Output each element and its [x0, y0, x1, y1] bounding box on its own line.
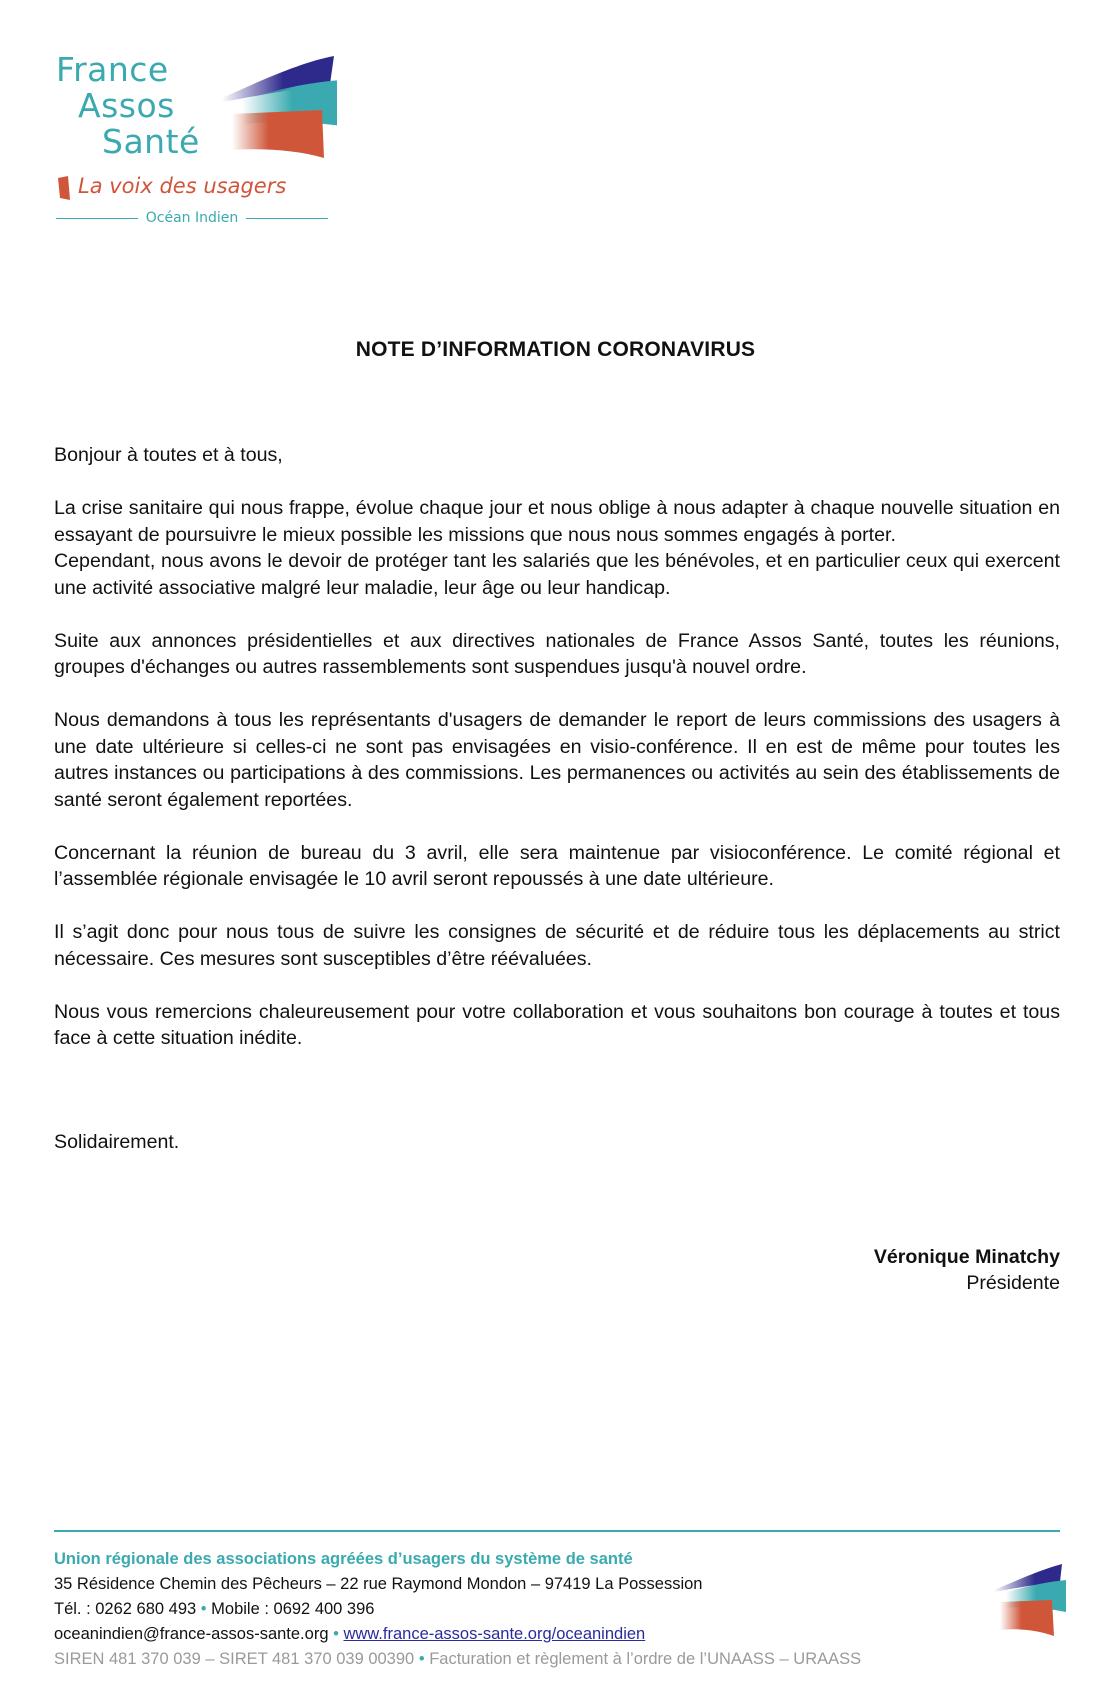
- footer-logo-mark-icon: [990, 1560, 1066, 1640]
- signature-block: [874, 1244, 1060, 1296]
- tagline-mark-icon: [58, 176, 70, 200]
- footer-website-link[interactable]: www.france-assos-sante.org/oceanindien: [343, 1625, 646, 1643]
- region-rule-left: [56, 218, 138, 219]
- logo-region: [56, 208, 328, 228]
- separator-dot: •: [333, 1625, 339, 1643]
- separator-dot: •: [418, 1650, 425, 1668]
- footer: [54, 1547, 861, 1672]
- greeting: Bonjour à toutes et à tous,: [54, 444, 283, 466]
- footer-contact: [54, 1597, 861, 1622]
- region-rule-right: [246, 218, 328, 219]
- brand-logo: [52, 50, 332, 230]
- paragraph-1: La crise sanitaire qui nous frappe, évolue chaque jour et nous oblige à nous adapter à chaque nouvelle situation en essayant de poursuivre le mieux possible les missions que nous nous sommes engagés à porter.: [54, 497, 1060, 546]
- footer-legal: [54, 1647, 861, 1672]
- logo-line-france: France: [56, 50, 169, 89]
- separator-dot: •: [200, 1600, 207, 1618]
- paragraph-4: Nous demandons à tous les représentants d'usagers de demander le report de leurs commissions des usagers à une date ultérieure si celles-ci ne sont pas envisagées en visio-conférence. Il en est de même pour toutes les autres instances ou participations à des commissions. Les permanences ou activités au sein des établissements de santé seront également reportées.: [54, 709, 1060, 811]
- logo-tagline: La voix des usagers: [78, 174, 287, 198]
- logo-line-sante: Santé: [102, 122, 200, 161]
- logo-region-label: Océan Indien: [145, 210, 239, 226]
- paragraph-5: Concernant la réunion de bureau du 3 avril, elle sera maintenue par visioconférence. Le comité régional et l’assemblée régionale envisagée le 10 avril seront repoussés à une date ultérieure.: [54, 841, 1060, 890]
- logo-swoosh-icon: [202, 50, 337, 170]
- paragraph-2: Cependant, nous avons le devoir de protéger tant les salariés que les bénévoles, et en particulier ceux qui exercent une activité associative malgré leur maladie, leur âge ou leur handicap.: [54, 550, 1060, 599]
- footer-phone: Tél. : 0262 680 493: [54, 1600, 197, 1618]
- signatory-name: Véronique Minatchy: [873, 1246, 1060, 1268]
- footer-address: 35 Résidence Chemin des Pêcheurs – 22 rue Raymond Mondon – 97419 La Possession: [54, 1575, 703, 1593]
- footer-divider: [54, 1530, 1060, 1532]
- paragraph-3: Suite aux annonces présidentielles et aux directives nationales de France Assos Santé, toutes les réunions, groupes d'échanges ou autres rassemblements sont suspendues jusqu'à nouvel ordre.: [54, 629, 1060, 678]
- footer-web: [54, 1622, 861, 1647]
- signatory-role: Présidente: [966, 1272, 1060, 1294]
- document-title: NOTE D’INFORMATION CORONAVIRUS: [355, 338, 756, 361]
- closing-line: Solidairement.: [54, 1131, 180, 1153]
- footer-siren-siret: SIREN 481 370 039 – SIRET 481 370 039 00390: [54, 1650, 415, 1668]
- footer-mobile: Mobile : 0692 400 396: [211, 1600, 375, 1618]
- paragraph-6: Il s’agit donc pour nous tous de suivre les consignes de sécurité et de réduire tous les déplacements au strict nécessaire. Ces mesures sont susceptibles d’être réévaluées.: [54, 921, 1060, 970]
- document-body: [54, 442, 1060, 1078]
- paragraph-7: Nous vous remercions chaleureusement pour votre collaboration et vous souhaitons bon courage à toutes et tous face à cette situation inédite.: [54, 1000, 1060, 1049]
- footer-email[interactable]: oceanindien@france-assos-sante.org: [54, 1625, 329, 1643]
- footer-organization: Union régionale des associations agréées d’usagers du système de santé: [54, 1550, 633, 1568]
- logo-line-assos: Assos: [78, 86, 175, 125]
- footer-billing: Facturation et règlement à l’ordre de l’UNAASS – URAASS: [429, 1650, 862, 1668]
